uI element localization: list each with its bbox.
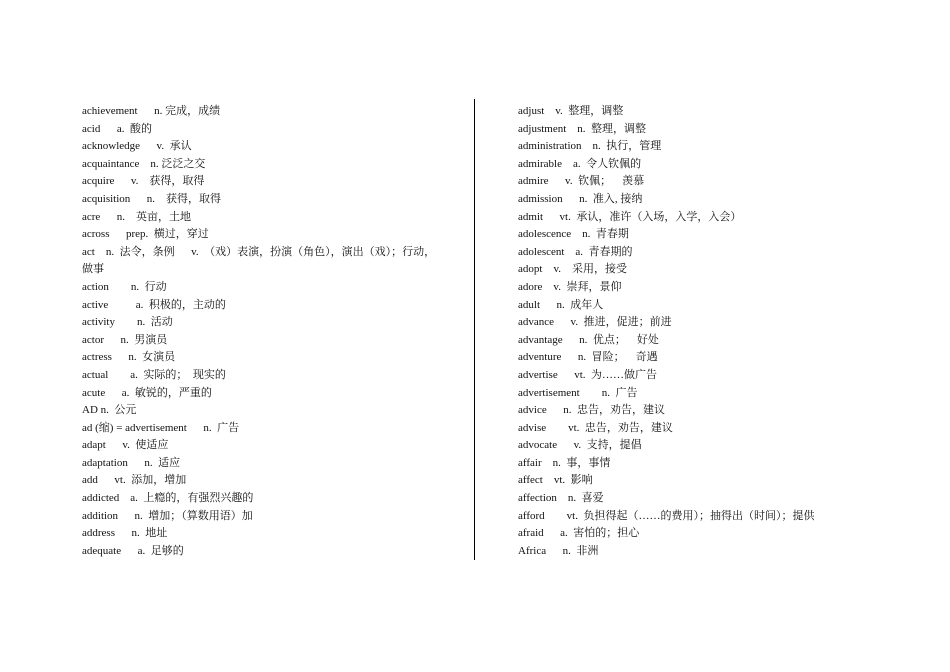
vocab-entry: adjust v. 整理，调整	[518, 105, 624, 117]
column-divider	[474, 99, 475, 560]
vocab-entry: ad (缩) = advertisement n. 广告	[82, 421, 240, 434]
vocab-entry: advise vt. 忠告，劝告，建议	[518, 421, 673, 434]
vocab-entry: affect vt. 影响	[518, 474, 593, 487]
vocab-entry: adolescence n. 青春期	[518, 228, 629, 241]
vocab-entry: adolescent a. 青春期的	[518, 245, 633, 258]
vocab-entry: Africa n. 非洲	[518, 544, 599, 557]
vocab-entry: act n. 法令，条例 v. （戏）表演，扮演（角色），演出（戏）；行动，做事	[82, 245, 436, 276]
vocab-entry: acknowledge v. 承认	[82, 140, 192, 153]
vocab-entry: add vt. 添加，增加	[82, 474, 187, 487]
vocab-entry: acquaintance n. 泛泛之交	[82, 157, 206, 170]
vocab-entry: admire v. 钦佩； 羡慕	[518, 175, 645, 188]
vocab-entry: affection n. 喜爱	[518, 492, 604, 505]
vocab-entry: afraid a. 害怕的；担心	[518, 527, 640, 540]
vocab-entry: afford vt. 负担得起（……的费用）；抽得出（时间）；提供	[518, 509, 815, 522]
vocab-entry: administration n. 执行，管理	[518, 140, 662, 153]
vocab-entry: action n. 行动	[82, 280, 167, 293]
vocab-entry: adequate a. 足够的	[82, 544, 184, 557]
vocab-entry: advertisement n. 广告	[518, 386, 638, 399]
vocab-entry: acre n. 英亩，土地	[82, 210, 192, 223]
vocab-entry: adjustment n. 整理，调整	[518, 122, 647, 135]
vocab-entry: active a. 积极的，主动的	[82, 298, 226, 311]
vocab-entry: advice n. 忠告，劝告，建议	[518, 404, 665, 417]
vocab-entry: acid a. 酸的	[82, 122, 152, 135]
vocab-entry: admission n. 准入, 接纳	[518, 192, 643, 205]
vocab-entry: actress n. 女演员	[82, 351, 176, 364]
vocab-entry: advantage n. 优点； 好处	[518, 333, 659, 346]
vocab-entry: AD n. 公元	[82, 404, 137, 417]
vocab-entry: acute a. 敏锐的，严重的	[82, 386, 212, 399]
vocab-entry: adult n. 成年人	[518, 298, 604, 311]
vocab-entry: address n. 地址	[82, 527, 168, 540]
vocab-entry: adventure n. 冒险； 奇遇	[518, 351, 658, 364]
vocab-entry: admirable a. 令人钦佩的	[518, 157, 642, 170]
vocab-entry: adore v. 崇拜，景仰	[518, 280, 622, 293]
vocab-entry: adopt v. 采用，接受	[518, 263, 627, 276]
vocab-entry: acquire v. 获得，取得	[82, 175, 205, 188]
vocab-entry: achievement n. 完成，成绩	[82, 105, 221, 117]
vocab-entry: advertise vt. 为……做广告	[518, 368, 658, 381]
vocab-entry: actual a. 实际的； 现实的	[82, 368, 226, 381]
vocab-entry: admit vt. 承认，准许（入场，入学，入会）	[518, 210, 742, 223]
vocab-entry: adaptation n. 适应	[82, 456, 181, 469]
vocab-entry: addicted a. 上瘾的，有强烈兴趣的	[82, 492, 254, 505]
left-column	[82, 103, 442, 560]
vocab-entry: across prep. 横过，穿过	[82, 228, 209, 241]
right-column	[518, 103, 848, 560]
vocab-entry: advocate v. 支持，提倡	[518, 439, 642, 452]
vocab-entry: addition n. 增加；（算数用语）加	[82, 509, 253, 522]
vocab-entry: acquisition n. 获得，取得	[82, 192, 222, 205]
vocab-entry: advance v. 推进，促进；前进	[518, 316, 672, 329]
vocab-entry: actor n. 男演员	[82, 333, 168, 346]
vocab-entry: adapt v. 使适应	[82, 439, 169, 452]
vocab-entry: affair n. 事，事情	[518, 456, 611, 469]
vocab-entry: activity n. 活动	[82, 316, 173, 329]
